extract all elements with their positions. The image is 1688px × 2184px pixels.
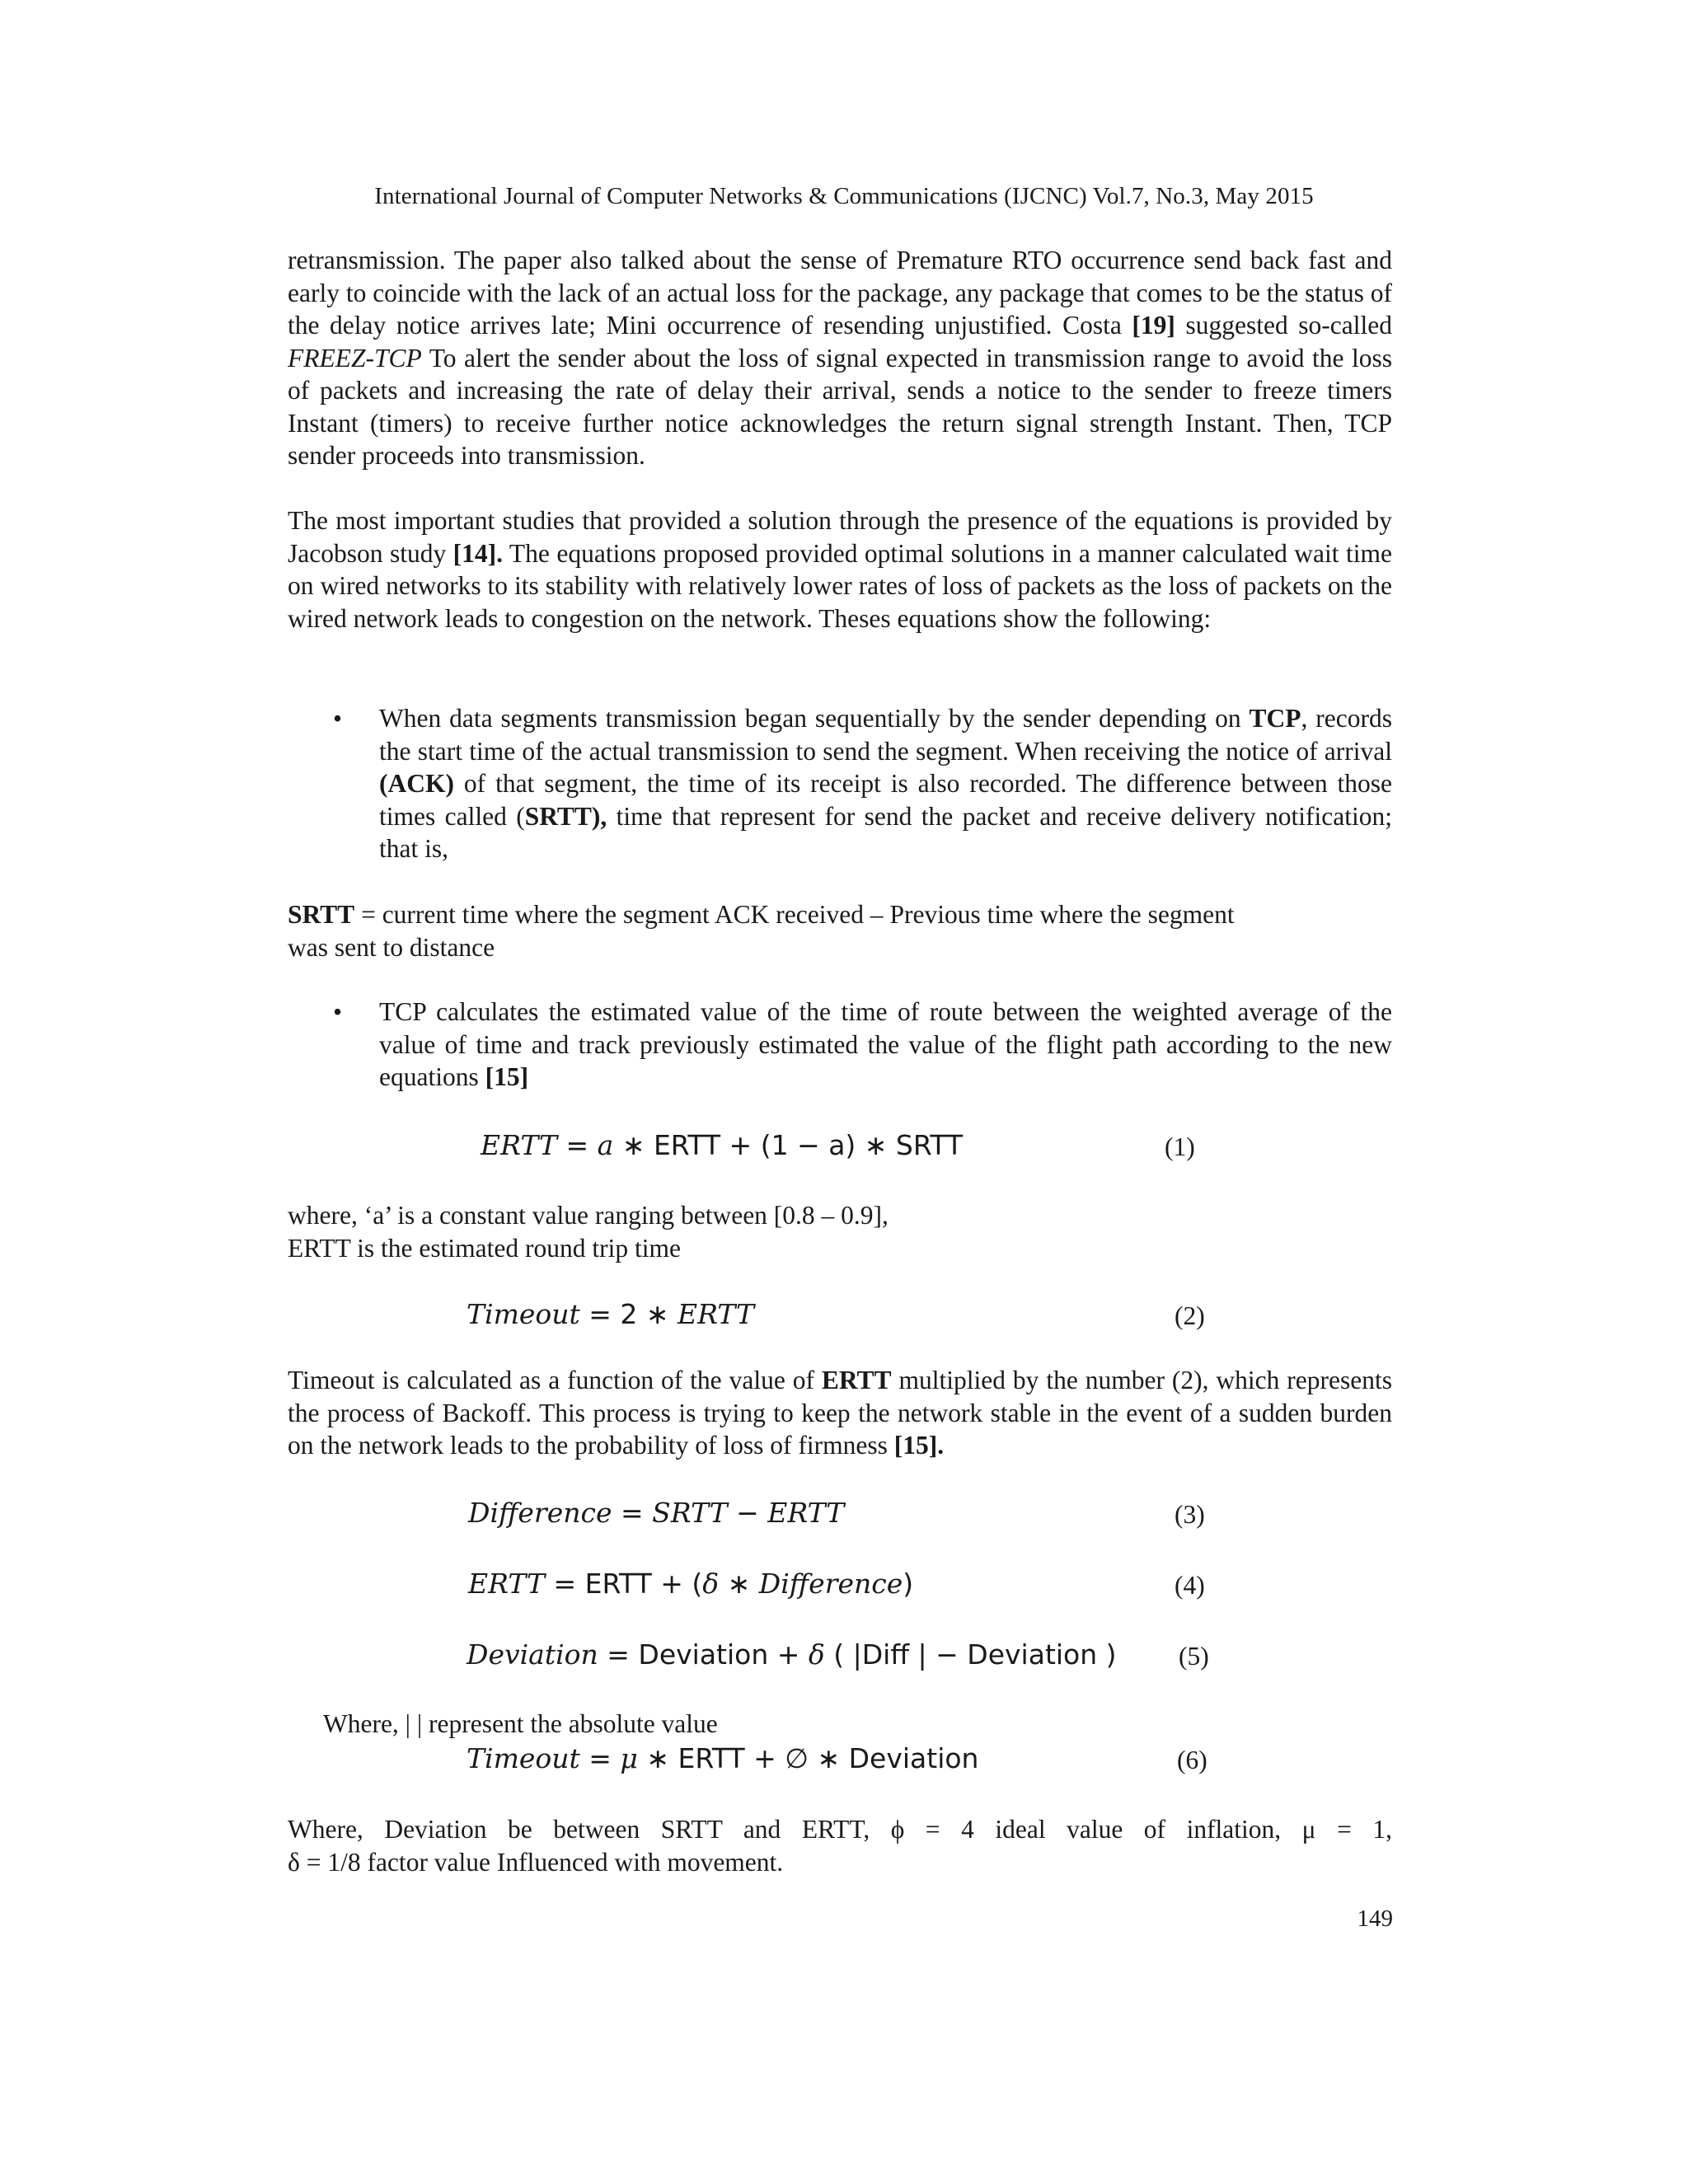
equation-number-3: (3)	[1175, 1500, 1205, 1529]
bullet-icon: •	[333, 997, 343, 1026]
bullet-text-part: , records the start time of the actual transmission to send the segment. When receiving the notice of arrival	[379, 704, 1393, 766]
eq-part: ∗	[719, 1568, 759, 1600]
note-line: where, ‘a’ is a constant value ranging between [0.8 – 0.9],	[288, 1201, 889, 1230]
equation-number-6: (6)	[1177, 1746, 1207, 1774]
bullet-icon: •	[333, 704, 343, 733]
eq-part: =	[579, 1742, 621, 1774]
note-line: δ = 1/8 factor value Influenced with movement.	[288, 1847, 784, 1877]
paragraph-text: Timeout is calculated as a function of the value of	[288, 1366, 822, 1394]
equation-number-1: (1)	[1165, 1132, 1195, 1161]
eq-part: = ERTT + (	[545, 1568, 703, 1600]
eq-part: ∗ ERTT + ∅ ∗ Deviation	[637, 1742, 979, 1774]
eq-var: δ	[808, 1638, 825, 1671]
bullet-text-part: TCP calculates the estimated value of the time of route between the weighted average of the value of time and track previously estimated the value of the flight path according to the new equations	[379, 997, 1392, 1091]
equation-4	[468, 1568, 913, 1601]
bullet-srtt	[288, 702, 1392, 865]
eq-part: = 2 ∗	[579, 1298, 678, 1330]
eq-var: Difference	[758, 1568, 903, 1600]
definition-text: = current time where the segment ACK received – Previous time where the segment	[354, 900, 1235, 929]
equation-number-4: (4)	[1175, 1571, 1205, 1600]
paragraph-timeout	[288, 1364, 1392, 1462]
eq-lhs: Timeout	[467, 1742, 580, 1774]
note-line: ERTT is the estimated round trip time	[288, 1233, 681, 1263]
freez-tcp-term: FREEZ-TCP	[288, 343, 422, 373]
paragraph-jacobson	[288, 504, 1392, 635]
eq-lhs: Deviation	[467, 1638, 598, 1671]
citation-14: [14].	[452, 538, 504, 568]
eq-var: SRTT	[652, 1497, 728, 1529]
note-constant-a	[288, 1199, 1392, 1264]
eq-lhs: ERTT	[481, 1129, 557, 1161]
equation-6	[467, 1742, 978, 1775]
eq-part: ( |Diff | − Deviation )	[824, 1638, 1117, 1671]
eq-var: ERTT	[767, 1497, 845, 1529]
eq-part: =	[557, 1129, 598, 1161]
bullet-text	[379, 996, 1392, 1094]
term-tcp: TCP	[1249, 704, 1301, 733]
eq-part: −	[727, 1497, 768, 1529]
eq-part: =	[612, 1497, 653, 1529]
paragraph-text: The equations proposed provided optimal solutions in a manner calculated wait time on wired networks to its stability with relatively lower rates of loss of packets as the loss of packets on the wired network leads to congestion on the network. Theses equations show the following:	[288, 538, 1392, 633]
paragraph-text: multiplied by the number (2), which represents the process of Backoff. This process is trying to keep the network stable in the event of a sudden burden on the network leads to the probability of loss of firmness	[288, 1366, 1392, 1460]
paragraph-text: The most important studies that provided a solution through the presence of the equations is provided by Jacobson study	[288, 506, 1392, 568]
bullet-text-part: of that segment, the time of its receipt is also recorded. The difference between those times called (	[379, 769, 1392, 831]
paragraph-text: retransmission. The paper also talked about the sense of Premature RTO occurrence send back fast and early to coincide with the lack of an actual loss for the package, any package that comes to be the status of the delay notice arrives late; Mini occurrence of resending unjustified. Costa	[288, 246, 1392, 340]
paragraph-text: To alert the sender about the loss of signal expected in transmission range to avoid the loss of packets and increasing the rate of delay their arrival, sends a notice to the sender to freeze timers Instant (timers) to receive further notice acknowledges the return signal strength Instant. Then, TCP sender proceeds into transmission.	[288, 343, 1392, 470]
equation-1	[481, 1129, 963, 1162]
paragraph-text: suggested so-called	[1175, 311, 1392, 340]
equation-number-5: (5)	[1179, 1642, 1209, 1671]
term-ack: (ACK)	[379, 769, 454, 798]
equation-number-2: (2)	[1175, 1301, 1205, 1330]
bullet-text-part: When data segments transmission began sequentially by the sender depending on	[379, 704, 1250, 733]
term-ertt: ERTT	[821, 1366, 892, 1394]
citation-15: [15]	[485, 1062, 529, 1091]
running-header: International Journal of Computer Networks & Communications (IJCNC) Vol.7, No.3, May 2015	[374, 183, 1314, 209]
eq-var: δ	[702, 1568, 720, 1600]
eq-part: ∗ ERTT + (1 − a) ∗ SRTT	[613, 1129, 964, 1161]
eq-var: ERTT	[678, 1298, 755, 1330]
eq-var: μ	[620, 1742, 638, 1774]
paragraph-parameters	[288, 1813, 1392, 1878]
equation-5	[467, 1638, 1117, 1671]
bullet-ertt	[288, 996, 1392, 1094]
srtt-definition	[288, 898, 1392, 963]
citation-19: [19]	[1132, 311, 1175, 340]
eq-part: = Deviation +	[598, 1638, 809, 1671]
eq-lhs: Difference	[468, 1497, 612, 1529]
eq-var: a	[597, 1129, 614, 1161]
page-number: 149	[1357, 1905, 1393, 1932]
eq-lhs: Timeout	[467, 1298, 580, 1330]
paragraph-retransmission	[288, 244, 1392, 472]
term-srtt: SRTT	[288, 900, 355, 929]
bullet-text-part: time that represent for send the packet and receive delivery notification; that is,	[379, 801, 1392, 863]
citation-15: [15].	[893, 1431, 945, 1460]
note-line: Where, Deviation be between SRTT and ERTT, ϕ = 4 ideal value of inflation, μ = 1,	[288, 1815, 1392, 1844]
definition-text: was sent to distance	[288, 932, 495, 962]
bullet-text	[379, 702, 1392, 865]
eq-part: )	[903, 1568, 914, 1600]
eq-lhs: ERTT	[468, 1568, 545, 1600]
equation-2	[467, 1298, 754, 1331]
note-absolute-value: Where, | | represent the absolute value	[323, 1709, 718, 1738]
term-srtt: SRTT),	[524, 801, 607, 831]
equation-3	[468, 1497, 844, 1530]
